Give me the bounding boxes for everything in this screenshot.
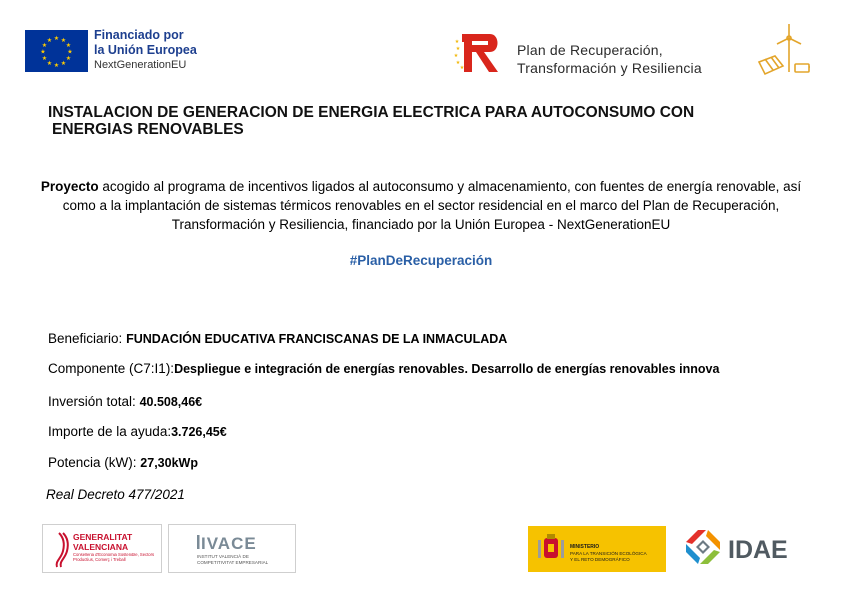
gva-emblem-icon xyxy=(57,533,68,567)
beneficiario-row xyxy=(48,331,800,346)
eu-flag-logo xyxy=(25,30,88,72)
svg-text:★: ★ xyxy=(455,60,461,66)
prtr-logo xyxy=(452,28,504,76)
eu-line-1: Financiado por xyxy=(94,28,184,42)
svg-text:★: ★ xyxy=(453,53,459,59)
potencia-value: 27,30kWp xyxy=(140,456,198,470)
title-line-1: INSTALACION DE GENERACION DE ENERGIA ELECTRICA PARA AUTOCONSUMO CON xyxy=(48,104,695,121)
prtr-line-2: Transformación y Resiliencia xyxy=(517,60,702,76)
eu-line-2: la Unión Europea xyxy=(94,43,197,57)
importe-value: 3.726,45€ xyxy=(171,425,227,439)
svg-text:★: ★ xyxy=(53,62,60,69)
idae-name: IDAE xyxy=(728,536,788,564)
ivace-bar-icon xyxy=(197,535,200,549)
svg-text:★: ★ xyxy=(41,42,48,49)
svg-text:★: ★ xyxy=(46,60,53,67)
svg-text:★: ★ xyxy=(60,60,67,67)
eu-funding-text xyxy=(94,28,197,73)
beneficiario-label: Beneficiario: xyxy=(48,331,123,346)
svg-text:★: ★ xyxy=(41,55,48,62)
hashtag: #PlanDeRecuperación xyxy=(349,253,493,268)
gva-sub: Conselleria d'Economia Sostenible, Sectors Productius, Comerç i Treball xyxy=(73,553,155,562)
ivace-sub-2: COMPETITIVITAT EMPRESARIAL xyxy=(197,560,269,565)
componente-label: Componente (C7:I1): xyxy=(48,361,175,376)
gva-line-1: GENERALITAT xyxy=(73,532,133,542)
svg-text:★: ★ xyxy=(67,48,73,56)
svg-text:★: ★ xyxy=(65,42,72,49)
project-description xyxy=(40,177,802,234)
componente-row xyxy=(48,361,800,376)
inversion-value: 40.508,46€ xyxy=(139,395,203,409)
svg-text:★: ★ xyxy=(60,37,67,44)
prtr-text xyxy=(517,41,702,77)
ivace-sub-1: INSTITUT VALENCIÀ DE xyxy=(197,554,249,559)
gva-line-2: VALENCIANA xyxy=(73,542,129,552)
svg-text:★: ★ xyxy=(53,35,60,42)
svg-text:★: ★ xyxy=(65,55,72,62)
importe-row xyxy=(48,424,800,439)
idae-emblem-icon xyxy=(686,530,720,564)
ministerio-line-2: PARA LA TRANSICIÓN ECOLÓGICA xyxy=(570,551,647,556)
prtr-tr-icon xyxy=(452,28,504,76)
importe-label: Importe de la ayuda: xyxy=(48,424,172,439)
renewable-energy-icon xyxy=(755,22,811,78)
eu-stars-icon xyxy=(25,30,88,72)
inversion-row xyxy=(48,394,800,409)
componente-value: Despliegue e integración de energías renovables. Desarrollo de energías renovables innova xyxy=(174,362,720,376)
project-description-text: acogido al programa de incentivos ligados al autoconsumo y almacenamiento, con fuentes de energía renovable, así como a la implantación de sistemas térmicos renovables en el sector residencial en el marco del Plan de Recuperación, Transformación y Resiliencia, financiado por la Unión Europea - NextGenerationEU xyxy=(62,179,802,232)
svg-text:★: ★ xyxy=(46,37,53,44)
svg-text:★: ★ xyxy=(455,46,461,52)
beneficiario-value: FUNDACIÓN EDUCATIVA FRANCISCANAS DE LA INMACULADA xyxy=(126,332,508,346)
project-title xyxy=(48,104,800,138)
prtr-line-1: Plan de Recuperación, xyxy=(517,42,663,58)
spain-coat-of-arms-icon xyxy=(538,534,564,558)
ministerio-line-3: Y EL RETO DEMOGRÁFICO xyxy=(570,557,630,562)
project-lead: Proyecto xyxy=(40,179,99,194)
svg-text:★: ★ xyxy=(40,48,46,56)
potencia-label: Potencia (kW): xyxy=(48,455,137,470)
ivace-name: IVACE xyxy=(201,534,257,553)
ministerio-transicion-ecologica-logo xyxy=(528,526,666,572)
svg-text:★: ★ xyxy=(454,39,460,45)
generalitat-valenciana-logo xyxy=(42,524,162,573)
title-line-2: ENERGIAS RENOVABLES xyxy=(52,121,244,138)
real-decreto: Real Decreto 477/2021 xyxy=(46,487,185,502)
svg-text:★: ★ xyxy=(459,65,465,71)
potencia-row xyxy=(48,455,800,470)
ivace-logo xyxy=(168,524,296,573)
ministerio-line-1: MINISTERIO xyxy=(570,544,600,550)
idae-logo xyxy=(680,524,814,574)
inversion-label: Inversión total: xyxy=(48,394,136,409)
eu-line-3: NextGenerationEU xyxy=(94,59,187,71)
